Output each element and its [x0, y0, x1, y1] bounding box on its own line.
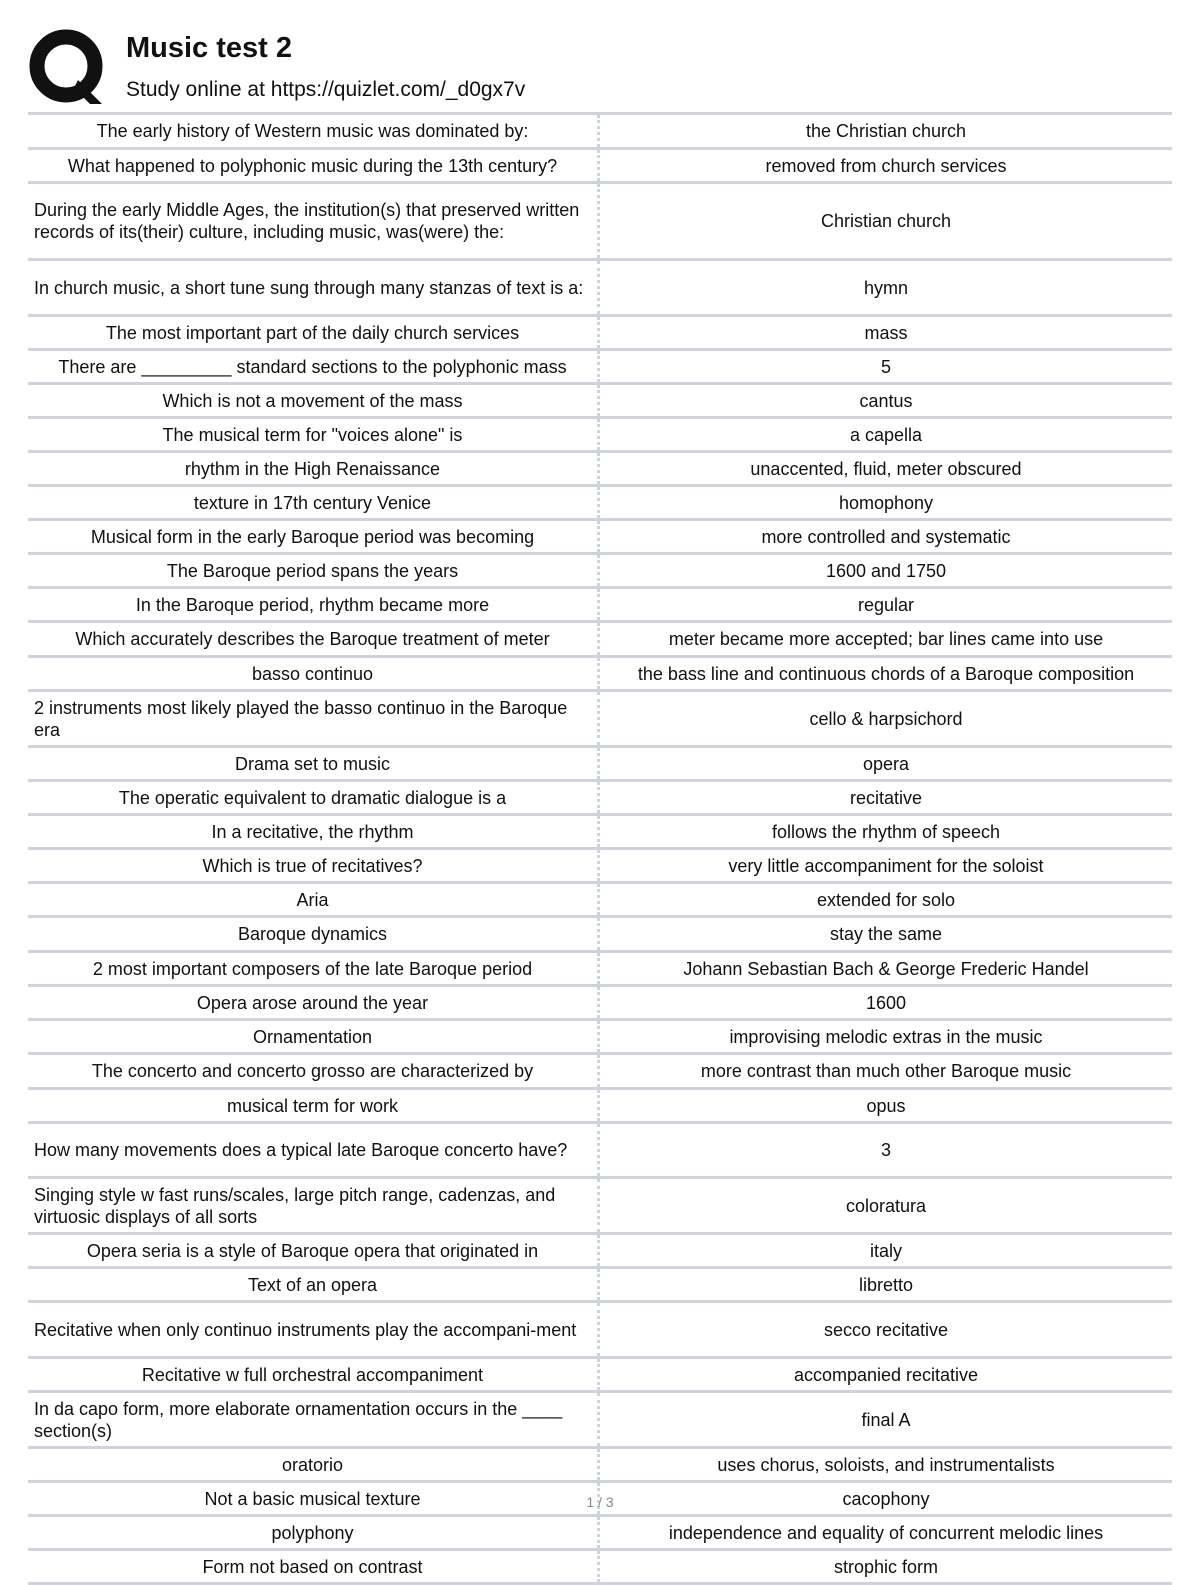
definition-cell: 3 — [880, 1140, 891, 1160]
table-row — [28, 487, 1172, 521]
term-cell: Which is not a movement of the mass — [28, 385, 600, 416]
table-row — [28, 953, 1172, 987]
table-row — [28, 987, 1172, 1021]
definition-cell: the Christian church — [805, 121, 967, 141]
definition-cell: coloratura — [845, 1195, 927, 1216]
term-cell: Drama set to music — [28, 748, 600, 779]
term-cell: Aria — [28, 884, 600, 915]
table-row — [28, 782, 1172, 816]
term-cell: What happened to polyphonic music during the 13th century? — [28, 150, 600, 181]
definition-cell: follows the rhythm of speech — [771, 821, 1001, 842]
table-row — [28, 184, 1172, 261]
definition-cell: italy — [869, 1240, 902, 1261]
term-cell: 2 instruments most likely played the basso continuo in the Baroque era — [28, 692, 600, 745]
term-cell: In da capo form, more elaborate ornamentation occurs in the ____ section(s) — [28, 1393, 600, 1446]
table-row — [28, 351, 1172, 385]
page-number: 1 / 3 — [586, 1494, 614, 1510]
definition-cell: opus — [866, 1095, 906, 1116]
term-cell: There are _________ standard sections to the polyphonic mass — [28, 351, 600, 382]
definition-cell: 1600 and 1750 — [825, 560, 947, 581]
table-row — [28, 623, 1172, 658]
term-cell: Baroque dynamics — [28, 918, 600, 950]
term-cell: Which accurately describes the Baroque treatment of meter — [28, 623, 600, 655]
definition-cell: homophony — [838, 492, 934, 513]
term-cell: The musical term for "voices alone" is — [28, 419, 600, 450]
definition-cell: secco recitative — [823, 1319, 949, 1340]
definition-cell: removed from church services — [765, 155, 1007, 176]
table-row — [28, 1449, 1172, 1483]
study-link[interactable]: Study online at https://quizlet.com/_d0gx7v — [126, 78, 526, 101]
term-cell: How many movements does a typical late Baroque concerto have? — [28, 1124, 600, 1176]
table-row — [28, 1303, 1172, 1359]
definition-cell: 5 — [880, 356, 891, 377]
table-row — [28, 261, 1172, 317]
definition-cell: cello & harpsichord — [809, 708, 963, 729]
definition-cell: meter became more accepted; bar lines came into use — [668, 629, 1104, 649]
definition-cell: Christian church — [820, 211, 952, 231]
table-row — [28, 658, 1172, 692]
table-row — [28, 1269, 1172, 1303]
definition-cell: final A — [861, 1409, 911, 1430]
table-row — [28, 385, 1172, 419]
definition-cell: recitative — [849, 787, 923, 808]
table-row — [28, 115, 1172, 150]
term-cell: 2 most important composers of the late Baroque period — [28, 953, 600, 984]
term-cell: The most important part of the daily church services — [28, 317, 600, 348]
table-row — [28, 1393, 1172, 1449]
definition-cell: more contrast than much other Baroque music — [700, 1061, 1072, 1081]
table-row — [28, 589, 1172, 623]
term-cell: Recitative when only continuo instruments play the accompani-ment — [28, 1303, 600, 1356]
definition-cell: regular — [857, 594, 915, 615]
definition-cell: libretto — [858, 1274, 914, 1295]
term-cell: oratorio — [28, 1449, 600, 1480]
term-cell: Which is true of recitatives? — [28, 850, 600, 881]
term-cell: In the Baroque period, rhythm became more — [28, 589, 600, 620]
term-cell: polyphony — [28, 1517, 600, 1548]
table-row — [28, 1090, 1172, 1124]
term-cell: Recitative w full orchestral accompaniment — [28, 1359, 600, 1390]
table-row — [28, 748, 1172, 782]
definition-cell: improvising melodic extras in the music — [729, 1026, 1043, 1047]
table-row — [28, 1055, 1172, 1090]
term-cell: Ornamentation — [28, 1021, 600, 1052]
table-row — [28, 150, 1172, 184]
definition-cell: cacophony — [842, 1488, 930, 1509]
table-row — [28, 1235, 1172, 1269]
table-row — [28, 884, 1172, 918]
table-row — [28, 918, 1172, 953]
term-cell: Singing style w fast runs/scales, large pitch range, cadenzas, and virtuosic displays of all sorts — [28, 1179, 600, 1232]
table-row — [28, 1359, 1172, 1393]
term-cell: Opera seria is a style of Baroque opera that originated in — [28, 1235, 600, 1266]
table-row — [28, 521, 1172, 555]
definition-cell: mass — [864, 322, 908, 343]
table-row — [28, 453, 1172, 487]
definition-cell: extended for solo — [816, 889, 956, 910]
definition-cell: more controlled and systematic — [761, 526, 1011, 547]
page-header — [28, 28, 1178, 112]
definition-cell: independence and equality of concurrent melodic lines — [668, 1522, 1104, 1543]
definition-cell: accompanied recitative — [793, 1364, 979, 1385]
definition-cell: very little accompaniment for the soloist — [728, 855, 1044, 876]
term-cell: The concerto and concerto grosso are characterized by — [28, 1055, 600, 1087]
definition-cell: stay the same — [829, 924, 943, 944]
table-row — [28, 1021, 1172, 1055]
term-cell: rhythm in the High Renaissance — [28, 453, 600, 484]
definition-cell: cantus — [859, 390, 913, 411]
term-cell: In church music, a short tune sung through many stanzas of text is a: — [28, 261, 600, 314]
term-cell: The operatic equivalent to dramatic dialogue is a — [28, 782, 600, 813]
term-cell: texture in 17th century Venice — [28, 487, 600, 518]
table-row — [28, 419, 1172, 453]
table-row — [28, 1551, 1172, 1585]
term-cell: Form not based on contrast — [28, 1551, 600, 1582]
quizlet-logo-icon — [28, 28, 108, 108]
definition-cell: strophic form — [833, 1556, 939, 1577]
definition-cell: opera — [862, 753, 910, 774]
definition-cell: hymn — [863, 277, 908, 298]
page-title: Music test 2 — [126, 32, 292, 64]
table-row — [28, 1517, 1172, 1551]
term-cell: The early history of Western music was dominated by: — [28, 115, 600, 147]
table-row — [28, 1124, 1172, 1179]
table-row — [28, 1179, 1172, 1235]
flashcard-table — [28, 112, 1172, 1585]
term-cell: basso continuo — [28, 658, 600, 689]
table-row — [28, 850, 1172, 884]
definition-cell: the bass line and continuous chords of a Baroque composition — [637, 663, 1135, 684]
table-row — [28, 816, 1172, 850]
definition-cell: a capella — [849, 424, 923, 445]
term-cell: musical term for work — [28, 1090, 600, 1121]
term-cell: Opera arose around the year — [28, 987, 600, 1018]
definition-cell: uses chorus, soloists, and instrumentalists — [717, 1454, 1055, 1475]
table-row — [28, 555, 1172, 589]
term-cell: In a recitative, the rhythm — [28, 816, 600, 847]
definition-cell: unaccented, fluid, meter obscured — [750, 458, 1022, 479]
term-cell: During the early Middle Ages, the institution(s) that preserved written records of its(their) culture, including music, was(were) the: — [28, 184, 600, 258]
term-cell: Musical form in the early Baroque period was becoming — [28, 521, 600, 552]
term-cell: The Baroque period spans the years — [28, 555, 600, 586]
table-row — [28, 692, 1172, 748]
term-cell: Not a basic musical texture — [28, 1483, 600, 1514]
term-cell: Text of an opera — [28, 1269, 600, 1300]
definition-cell: 1600 — [865, 992, 907, 1013]
table-row — [28, 317, 1172, 351]
definition-cell: Johann Sebastian Bach & George Frederic Handel — [683, 958, 1089, 979]
